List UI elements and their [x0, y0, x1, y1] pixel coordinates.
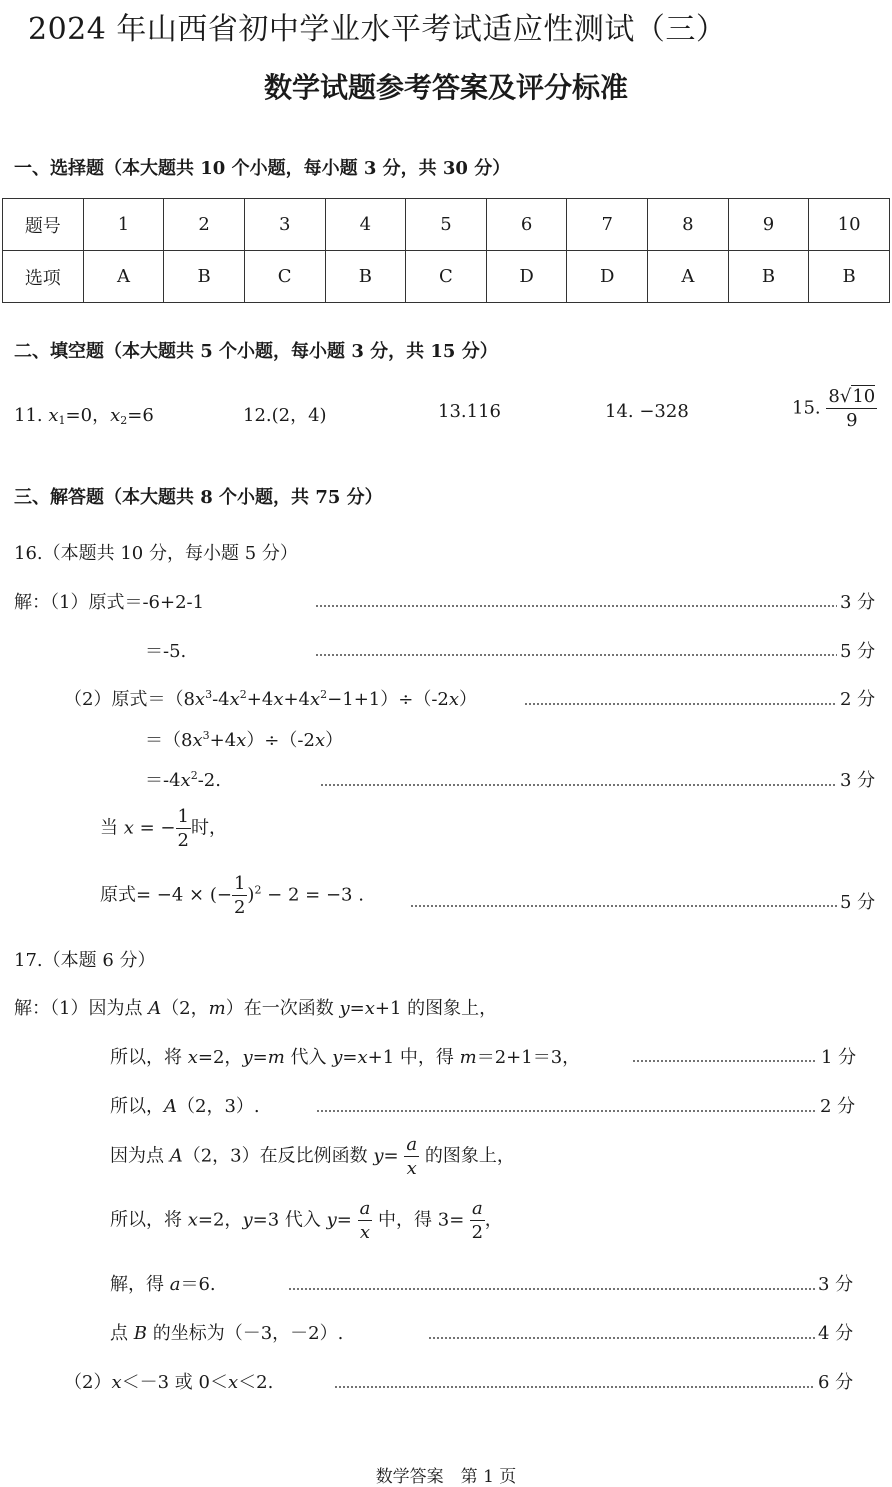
page-title: 2024 年山西省初中学业水平考试适应性测试（三） — [28, 12, 727, 47]
table-cell: B — [325, 251, 406, 303]
dot-leader — [410, 905, 837, 907]
table-cell: 4 — [325, 199, 406, 251]
table-cell: 5 — [406, 199, 487, 251]
answer-15-fraction: $\frac{8√10}{9}$ — [828, 386, 876, 431]
table-row — [3, 199, 890, 251]
fraction: $\frac{1}{2}$ — [233, 873, 246, 918]
dot-leader — [315, 654, 837, 656]
q17-title: 17.（本题 6 分） — [14, 950, 156, 971]
dot-leader — [428, 1337, 815, 1339]
table-cell: B — [164, 251, 245, 303]
table-cell: B — [809, 251, 890, 303]
dot-leader — [288, 1288, 815, 1290]
table-cell: C — [406, 251, 487, 303]
q17-line4: 因为点 A（2，3）在反比例函数 y= $\frac{a}{x}$ 的图象上， — [110, 1134, 515, 1179]
fraction: $\frac{a}{x}$ — [406, 1134, 418, 1179]
table-cell: A — [648, 251, 729, 303]
q17-line6: 解，得 a＝6. — [110, 1274, 216, 1295]
table-cell: 2 — [164, 199, 245, 251]
score-label: 6 分 — [818, 1372, 854, 1393]
table-cell: 7 — [567, 199, 648, 251]
section-3-heading: 三、解答题（本大题共 8 个小题，共 75 分） — [14, 487, 383, 508]
q16-title: 16.（本题共 10 分，每小题 5 分） — [14, 543, 298, 564]
table-cell: B — [728, 251, 809, 303]
q16-p1-line1: 解：（1）原式＝-6+2-1 — [14, 592, 205, 613]
dot-leader — [334, 1386, 815, 1388]
answer-15 — [792, 386, 877, 431]
page-subtitle: 数学试题参考答案及评分标准 — [263, 71, 628, 104]
page-footer: 数学答案 第 1 页 — [375, 1467, 517, 1487]
table-cell: D — [567, 251, 648, 303]
section-2-heading: 二、填空题（本大题共 5 个小题，每小题 3 分，共 15 分） — [14, 341, 498, 362]
score-label: 3 分 — [840, 770, 876, 791]
dot-leader — [524, 703, 837, 705]
fraction: $\frac{a}{x}$ — [359, 1198, 371, 1243]
dot-leader — [316, 1110, 816, 1112]
section-1-heading: 一、选择题（本大题共 10 个小题，每小题 3 分，共 30 分） — [14, 158, 511, 179]
dot-leader — [320, 784, 837, 786]
answer-14: 14. −328 — [605, 401, 689, 422]
table-cell: D — [486, 251, 567, 303]
table-cell: A — [83, 251, 164, 303]
score-label: 3 分 — [840, 592, 876, 613]
score-label: 5 分 — [840, 641, 876, 662]
table-cell: 选项 — [3, 251, 84, 303]
score-label: 2 分 — [820, 1096, 856, 1117]
table-cell: 9 — [728, 199, 809, 251]
dot-leader — [632, 1060, 817, 1062]
fraction: $\frac{a}{2}$ — [471, 1198, 484, 1243]
q17-line8: （2）x＜－3 或 0＜x＜2. — [64, 1372, 274, 1393]
q17-line1: 解：（1）因为点 A（2，m）在一次函数 y=x+1 的图象上， — [14, 998, 498, 1019]
score-label: 2 分 — [840, 689, 876, 710]
score-label: 5 分 — [840, 892, 876, 913]
q16-p2-line1: （2）原式$=(8x^3-4x^2+4x+4x^2-1+1)\div(-2x)$ — [64, 688, 478, 710]
score-label: 1 分 — [821, 1047, 857, 1068]
table-cell: 10 — [809, 199, 890, 251]
table-cell: 3 — [244, 199, 325, 251]
table-cell: 题号 — [3, 199, 84, 251]
table-cell: 6 — [486, 199, 567, 251]
q17-line3: 所以，A（2，3）. — [110, 1096, 260, 1117]
q16-p2-line5: 原式= −4 × (− $\frac{1}{2}$ )$^2$ − 2 = −3 . — [100, 873, 364, 918]
q16-p2-line4: 当 x = − $\frac{1}{2}$ 时， — [100, 806, 227, 851]
q17-line5: 所以，将 x=2，y=3 代入 y= $\frac{a}{x}$ 中，得 3= $\frac{a}{2}$ ， — [110, 1198, 503, 1243]
answer-13: 13.116 — [438, 401, 501, 422]
q16-p2-line2: $=(8x^3+4x)\div(-2x)$ — [145, 729, 344, 751]
score-label: 4 分 — [818, 1323, 854, 1344]
score-label: 3 分 — [818, 1274, 854, 1295]
table-cell: 8 — [648, 199, 729, 251]
q17-line7: 点 B 的坐标为（－3，－2）. — [110, 1323, 344, 1344]
answer-12: 12.(2，4) — [243, 405, 327, 426]
fraction: $\frac{1}{2}$ — [177, 806, 189, 851]
q16-p1-line2: ＝-5. — [145, 641, 187, 662]
answer-15-label: 15. — [792, 397, 821, 419]
q16-p2-line3: $=-4x^2-2$. — [145, 769, 221, 791]
table-cell: C — [244, 251, 325, 303]
answer-11-label: 11. — [14, 405, 43, 426]
q17-line2: 所以，将 x=2，y=m 代入 y=x+1 中，得 m＝2+1＝3， — [110, 1047, 581, 1068]
table-row — [3, 251, 890, 303]
table-cell: 1 — [83, 199, 164, 251]
dot-leader — [315, 605, 837, 607]
answer-11: 11. $x_1=0$，$x_2=6$ — [14, 405, 154, 427]
choice-answer-table — [2, 198, 890, 303]
